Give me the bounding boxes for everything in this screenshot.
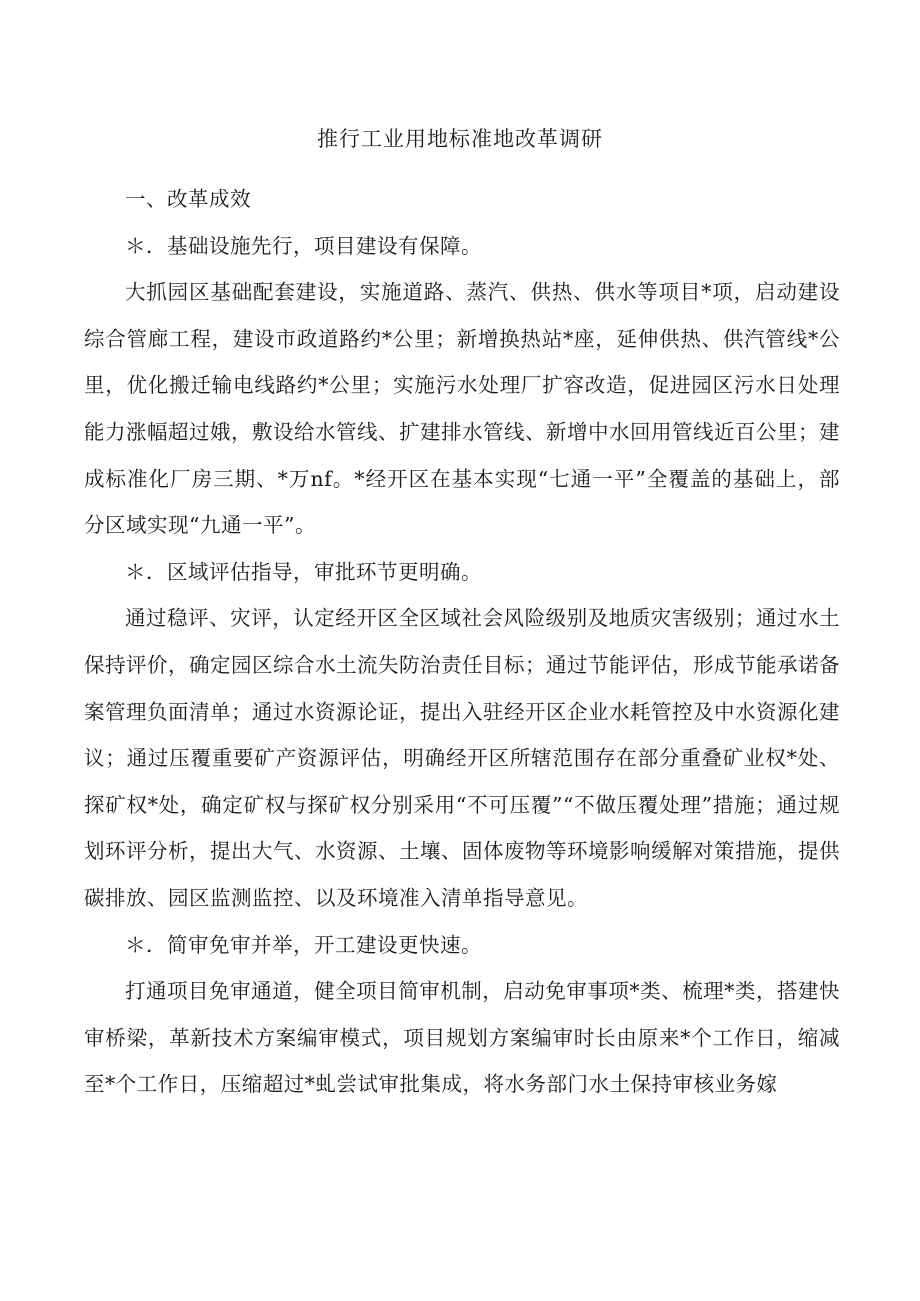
section-heading-1: 一、改革成效 — [125, 187, 251, 211]
paragraph-regional-evaluation: 通过稳评、灾评，认定经开区全区域社会风险级别及地质灾害级别；通过水土保持评价，确定园区综合水土流失防治责任目标；通过节能评估，形成节能承诺备案管理负面清单；通过水资源论证，提出入驻经开区企业水耗管控及中水资源化建议；通过压覆重要矿产资源评估，明确经开区所辖范围存在部分重叠矿业权*处、探矿权*处，确定矿权与探矿权分别采用“不可压覆”“不做压覆处理”措施；通过规划环评分析，提出大气、水资源、土壤、固体废物等环境影响缓解对策措施，提供碳排放、园区监测监控、以及环境准入清单指导意见。 — [84, 606, 840, 910]
item-heading-3: ＊．简审免审并举，开工建设更快速。 — [125, 932, 482, 957]
item-heading-2: ＊．区域评估指导，审批环节更明确。 — [125, 559, 482, 584]
document-title: 推行工业用地标准地改革调研 — [317, 127, 603, 151]
paragraph-infrastructure: 大抓园区基础配套建设，实施道路、蒸汽、供热、供水等项目*项，启动建设综合管廊工程，建设市政道路约*公里；新增换热站*座，延伸供热、供汽管线*公里，优化搬迁输电线路约*公里；实施污水处理厂扩容改造，促进园区污水日处理能力涨幅超过娥，敷设给水管线、扩建排水管线、新增中水回用管线近百公里；建成标准化厂房三期、*万nf。*经开区在基本实现“七通一平”全覆盖的基础上，部分区域实现“九通一平”。 — [84, 280, 840, 538]
paragraph-simplified-approval: 打通项目免审通道，健全项目简审机制，启动免审事项*类、梳理*类，搭建快审桥梁，革新技术方案编审模式，项目规划方案编审时长由原来*个工作日，缩减至*个工作日，压缩超过*虬尝试审批集成，将水务部门水土保持审核业务嫁 — [84, 979, 840, 1097]
item-heading-1: ＊．基础设施先行，项目建设有保障。 — [125, 233, 482, 258]
document-body — [84, 176, 840, 1108]
